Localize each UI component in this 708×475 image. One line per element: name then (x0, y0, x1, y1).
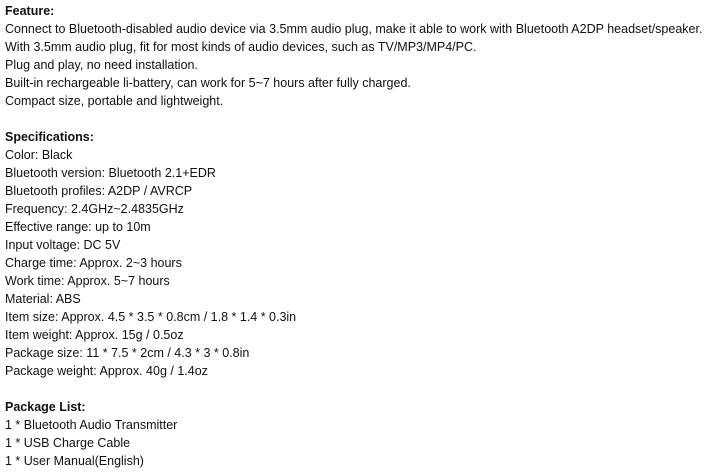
package-list-heading: Package List: (5, 400, 86, 414)
section-spacer (5, 380, 705, 398)
specifications-heading: Specifications: (5, 130, 94, 144)
section-spacer (5, 110, 705, 128)
feature-line: Connect to Bluetooth-disabled audio device via 3.5mm audio plug, make it able to work with Bluetooth A2DP headset/speaker. (5, 22, 703, 36)
package-item: 1 * User Manual(English) (5, 454, 144, 468)
spec-line: Package weight: Approx. 40g / 1.4oz (5, 364, 208, 378)
spec-line: Charge time: Approx. 2~3 hours (5, 256, 182, 270)
product-description (5, 2, 705, 470)
spec-line: Item size: Approx. 4.5 * 3.5 * 0.8cm / 1.8 * 1.4 * 0.3in (5, 310, 297, 324)
spec-line: Input voltage: DC 5V (5, 238, 121, 252)
feature-line: With 3.5mm audio plug, fit for most kinds of audio devices, such as TV/MP3/MP4/PC. (5, 40, 477, 54)
feature-heading: Feature: (5, 4, 55, 18)
feature-line: Built-in rechargeable li-battery, can work for 5~7 hours after fully charged. (5, 76, 411, 90)
spec-line: Frequency: 2.4GHz~2.4835GHz (5, 202, 184, 216)
spec-line: Item weight: Approx. 15g / 0.5oz (5, 328, 184, 342)
package-item: 1 * Bluetooth Audio Transmitter (5, 418, 178, 432)
spec-line: Effective range: up to 10m (5, 220, 151, 234)
feature-line: Plug and play, no need installation. (5, 58, 198, 72)
spec-line: Work time: Approx. 5~7 hours (5, 274, 170, 288)
spec-line: Material: ABS (5, 292, 81, 306)
spec-line: Color: Black (5, 148, 73, 162)
package-item: 1 * USB Charge Cable (5, 436, 131, 450)
spec-line: Package size: 11 * 7.5 * 2cm / 4.3 * 3 * 0.8in (5, 346, 250, 360)
spec-line: Bluetooth version: Bluetooth 2.1+EDR (5, 166, 216, 180)
feature-line: Compact size, portable and lightweight. (5, 94, 224, 108)
spec-line: Bluetooth profiles: A2DP / AVRCP (5, 184, 193, 198)
